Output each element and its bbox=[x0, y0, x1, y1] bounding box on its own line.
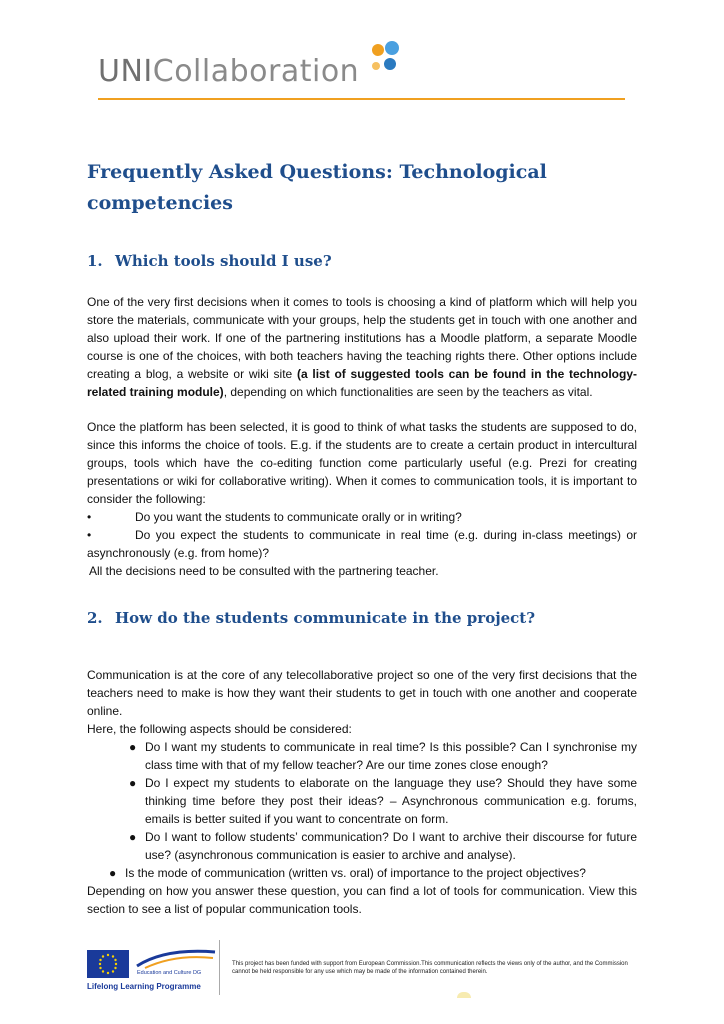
bullet-list bbox=[87, 508, 637, 562]
paragraph: Once the platform has been selected, it is good to think of what tasks the students are supposed to do, since this informs the choice of tools. E.g. if the students are to create a certain product in intercultural groups, tools which have the co-editing function come particularly useful (e.g. Prezi for creating presentations or wiki for collaborative writing). When it comes to communication tools, it is important to consider the following: bbox=[87, 420, 637, 506]
logo-collaboration: Collaboration bbox=[152, 54, 360, 89]
bullet-list bbox=[87, 738, 637, 882]
section-title: Which tools should I use? bbox=[115, 252, 332, 270]
logo-dots-icon bbox=[368, 40, 408, 80]
section-number: 2. bbox=[87, 609, 103, 627]
header-rule bbox=[98, 98, 625, 100]
list-item: ● Do I want to follow students’ communication? Do I want to archive their discourse for future use? (asynchronous communication is easier to archive and analyse). bbox=[129, 830, 637, 862]
footer bbox=[87, 940, 647, 1000]
logo-wordmark bbox=[98, 54, 359, 89]
paragraph: All the decisions need to be consulted with the partnering teacher. bbox=[89, 564, 439, 578]
document-body bbox=[87, 157, 637, 918]
lifelong-learning-swoosh-icon bbox=[135, 946, 217, 970]
logo-uni: UNI bbox=[98, 54, 153, 89]
section-heading-2 bbox=[87, 608, 637, 628]
bold-reference: (a list of suggested tools can be found in the technology-related training module) bbox=[87, 367, 638, 399]
list-item: • Do you want the students to communicate orally or in writing? bbox=[87, 510, 462, 524]
list-item: ● Is the mode of communication (written vs. oral) of importance to the project objectives? bbox=[109, 866, 586, 880]
section-title: How do the students communicate in the project? bbox=[115, 609, 536, 627]
funding-disclaimer: This project has been funded with support from European Commission.This communication reflects the views only of the author, and the Commission cannot be held responsible for any use which may be made of the information contained therein. bbox=[232, 961, 628, 975]
list-item: ● Do I want my students to communicate in real time? Is this possible? Can I synchronise my class time with that of my fellow teacher? Are our time zones close enough? bbox=[129, 740, 637, 772]
paragraph: One of the very first decisions when it comes to tools is choosing a kind of platform which will help you store the materials, communicate with your groups, help the students get in touch with one another and also upload their work. If one of the partnering institutions has a Moodle platform, a separate Moodle course is one of the choices, with both teachers having the teaching rights there. Other options include creating a blog, a website or wiki site (a list of suggested tools can be found in the technology-related training module), depending on which functionalities are seen by the teachers as vital. bbox=[87, 295, 638, 399]
footer-divider bbox=[219, 940, 220, 995]
list-item: ● Do I expect my students to elaborate on the language they use? Should they have some thinking time before they post their ideas? – Asynchronous communication e.g. forums, emails is better suited if you want to concentrate on form. bbox=[129, 776, 637, 826]
paragraph: Here, the following aspects should be considered: bbox=[87, 722, 352, 736]
section-number: 1. bbox=[87, 252, 103, 270]
list-item: • Do you expect the students to communicate in real time (e.g. during in-class meetings) or asynchronously (e.g. from home)? bbox=[87, 528, 637, 560]
paragraph: Communication is at the core of any telecollaborative project so one of the very first decisions that the teachers need to make is how they want their students to get in touch with one another and cooperate online. bbox=[87, 668, 637, 718]
programme-label: Lifelong Learning Programme bbox=[87, 982, 201, 991]
page-title: Frequently Asked Questions: Technological competencies bbox=[87, 161, 547, 214]
logo bbox=[98, 40, 628, 104]
page-mark bbox=[457, 992, 471, 998]
eu-flag-icon bbox=[87, 950, 129, 978]
education-culture-label: Education and Culture DG bbox=[137, 970, 202, 976]
section-heading-1 bbox=[87, 251, 637, 271]
paragraph: Depending on how you answer these question, you can find a lot of tools for communication. View this section to see a list of popular communication tools. bbox=[87, 884, 637, 916]
